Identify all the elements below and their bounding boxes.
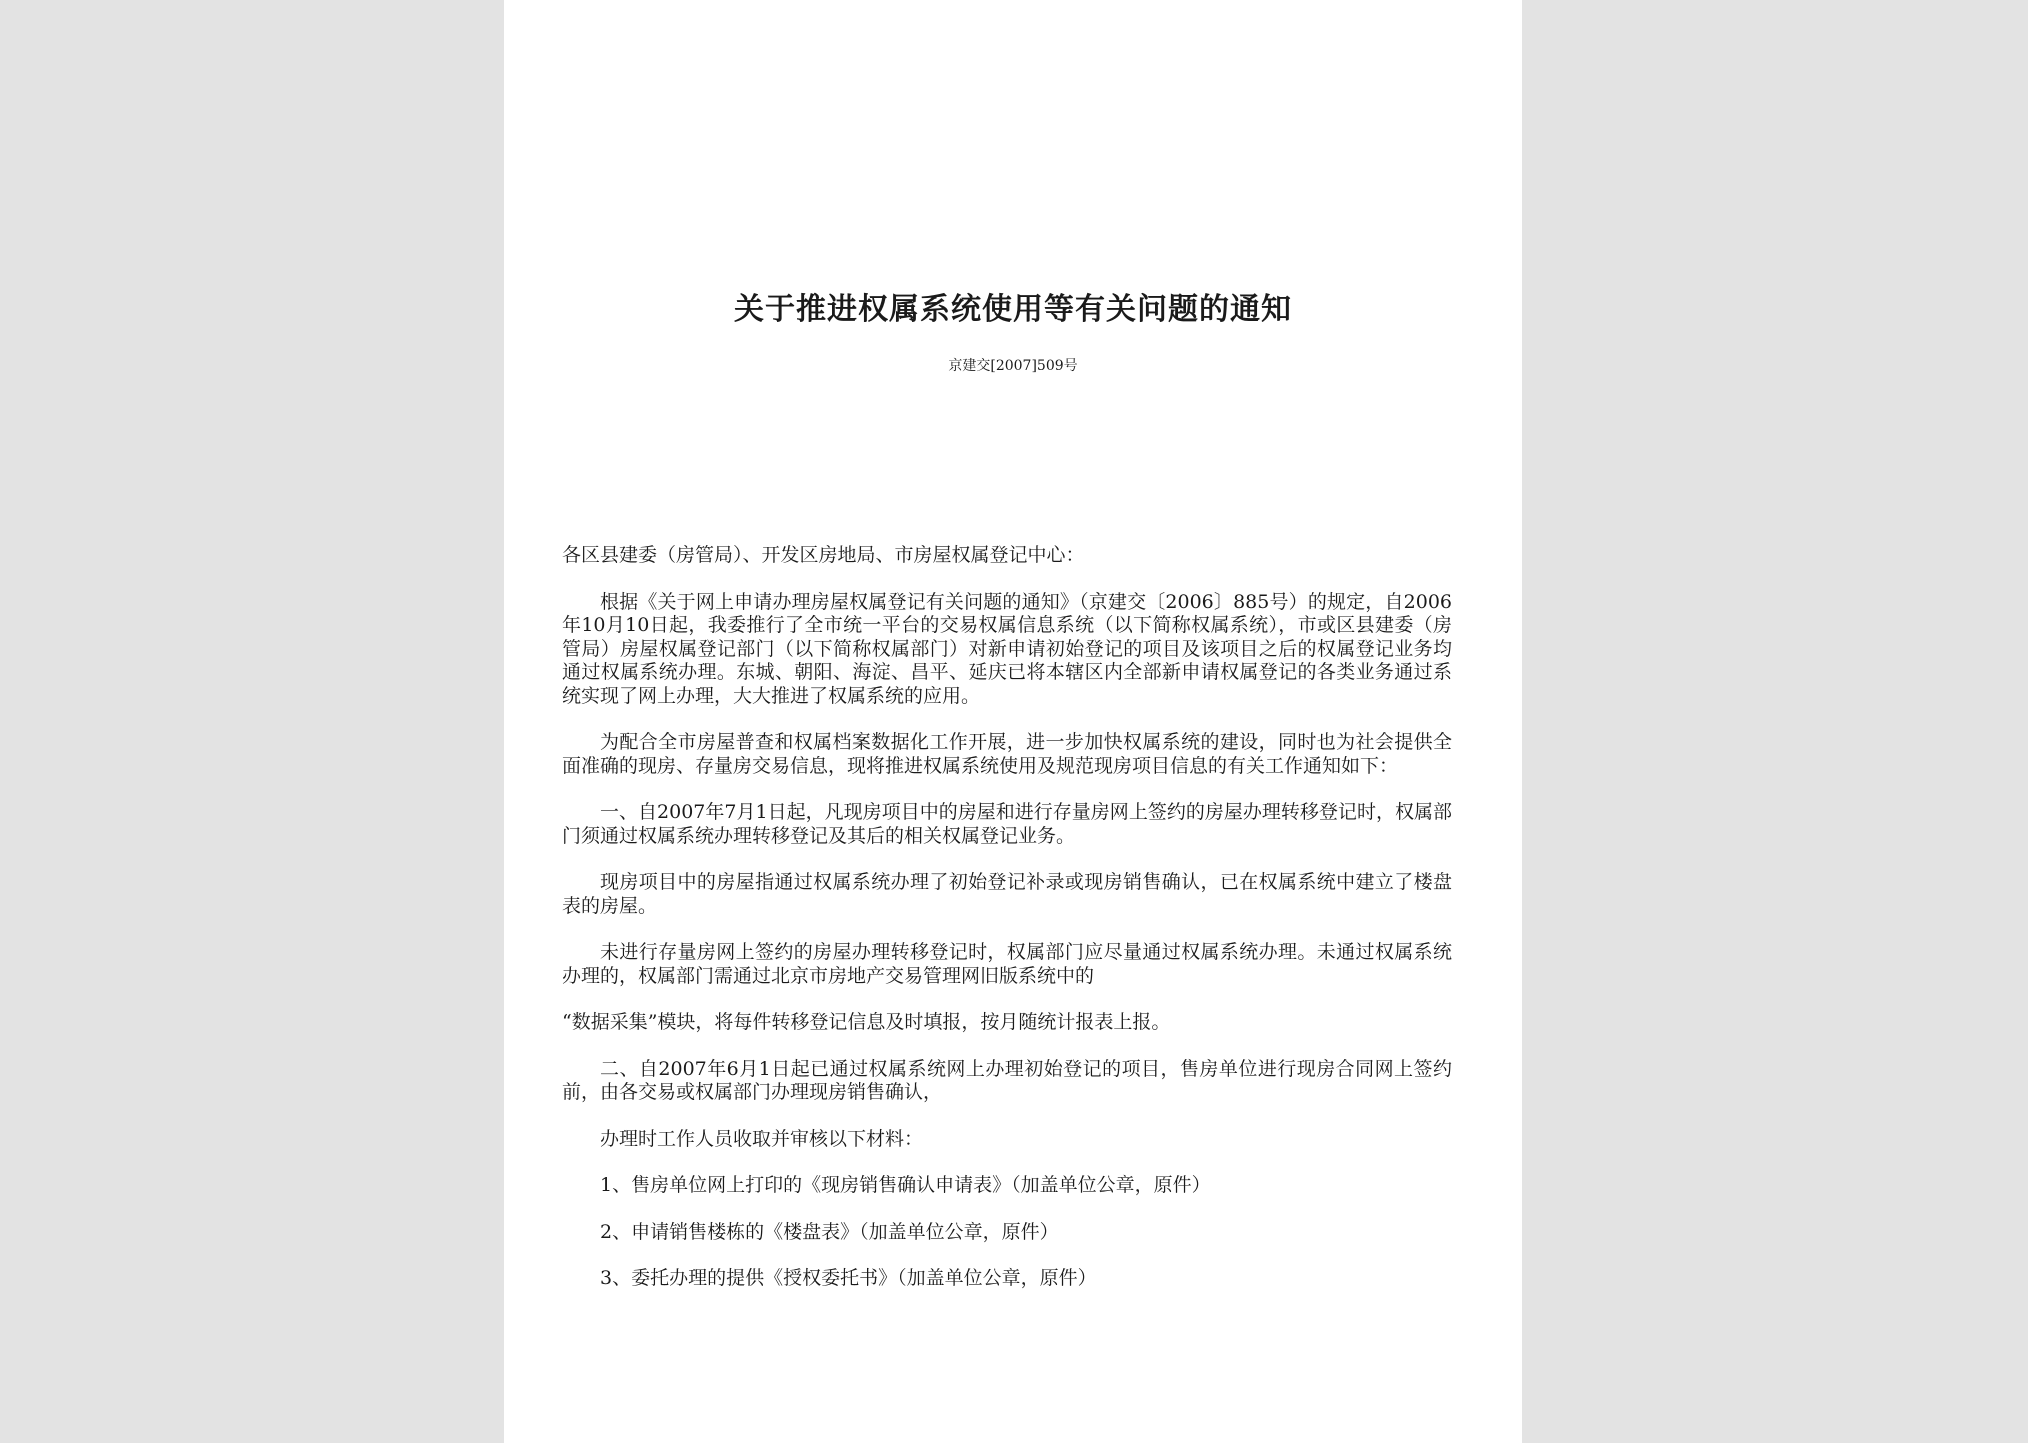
salutation: 各区县建委（房管局）、开发区房地局、市房屋权属登记中心： — [562, 544, 1085, 566]
paragraph: 现房项目中的房屋指通过权属系统办理了初始登记补录或现房销售确认，已在权属系统中建立了楼盘表的房屋。 — [562, 871, 1452, 917]
paragraph: 二、自2007年6月1日起已通过权属系统网上办理初始登记的项目，售房单位进行现房合同网上签约前，由各交易或权属部门办理现房销售确认， — [562, 1057, 1452, 1103]
list-item: 2、申请销售楼栋的《楼盘表》（加盖单位公章，原件） — [600, 1220, 1059, 1243]
list-item: 3、委托办理的提供《授权委托书》（加盖单位公章，原件） — [600, 1267, 1097, 1289]
paragraph: “数据采集”模块，将每件转移登记信息及时填报，按月随统计报表上报。 — [562, 1011, 1171, 1033]
paragraph: 未进行存量房网上签约的房屋办理转移登记时，权属部门应尽量通过权属系统办理。未通过权属系统办理的，权属部门需通过北京市房地产交易管理网旧版系统中的 — [562, 941, 1452, 987]
paragraph: 办理时工作人员收取并审核以下材料： — [600, 1127, 924, 1150]
document-number: 京建交[2007]509号 — [948, 358, 1078, 374]
document-title: 关于推进权属系统使用等有关问题的通知 — [734, 292, 1292, 327]
paragraph: 为配合全市房屋普查和权属档案数据化工作开展，进一步加快权属系统的建设，同时也为社会提供全面准确的现房、存量房交易信息，现将推进权属系统使用及规范现房项目信息的有关工作通知如下： — [562, 731, 1452, 777]
paragraph: 一、自2007年7月1日起，凡现房项目中的房屋和进行存量房网上签约的房屋办理转移登记时，权属部门须通过权属系统办理转移登记及其后的相关权属登记业务。 — [562, 801, 1452, 847]
list-item: 1、售房单位网上打印的《现房销售确认申请表》（加盖单位公章，原件） — [600, 1174, 1211, 1196]
document-body — [562, 544, 1452, 1314]
document-page — [504, 0, 1522, 1443]
paragraph: 根据《关于网上申请办理房屋权属登记有关问题的通知》（京建交〔2006〕885号）的规定，自2006年10月10日起，我委推行了全市统一平台的交易权属信息系统（以下简称权属系统），市或区县建委（房管局）房屋权属登记部门（以下简称权属部门）对新申请初始登记的项目及该项目之后的权属登记业务均通过权属系统办理。东城、朝阳、海淀、昌平、延庆已将本辖区内全部新申请权属登记的各类业务通过系统实现了网上办理，大大推进了权属系统的应用。 — [562, 590, 1452, 707]
